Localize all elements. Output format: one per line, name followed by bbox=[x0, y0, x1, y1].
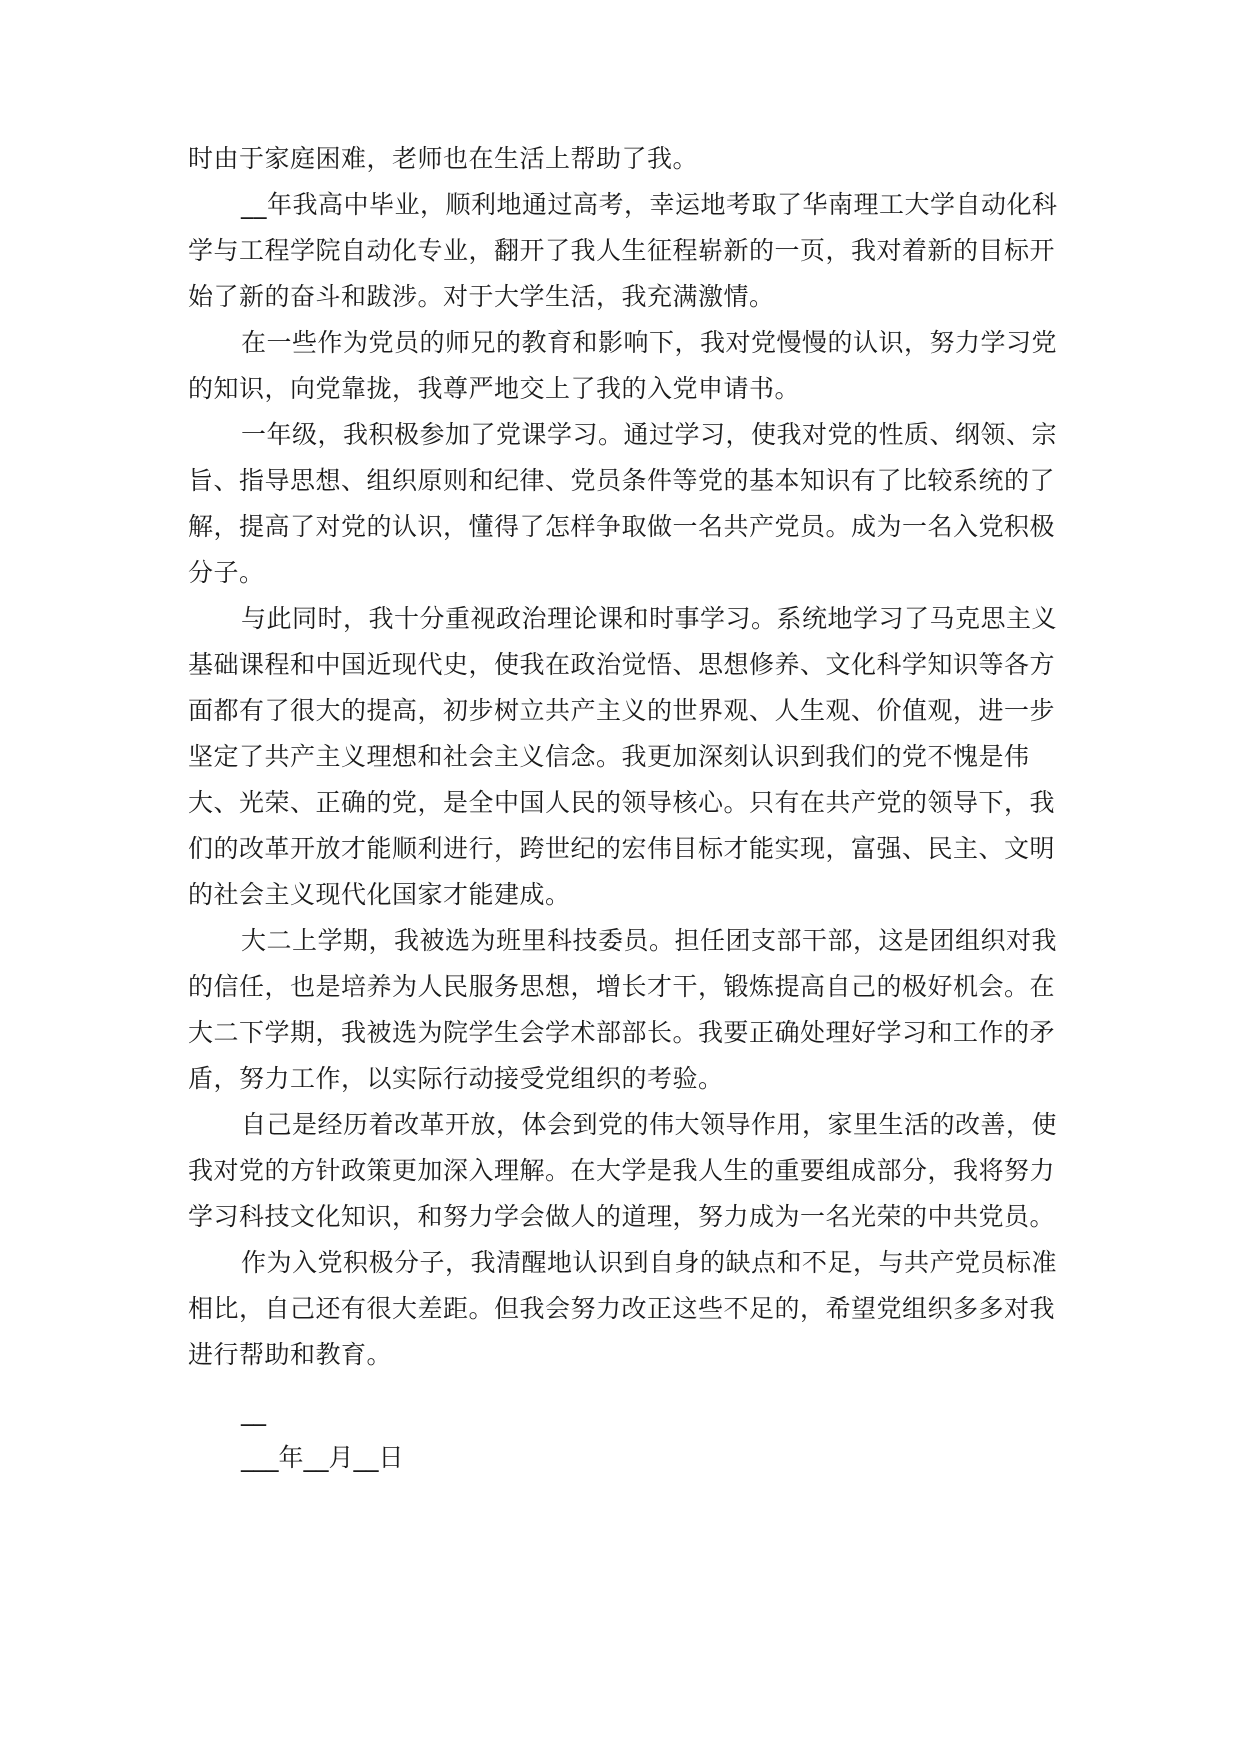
paragraph-line: 的知识，向党靠拢，我尊严地交上了我的入党申请书。 bbox=[188, 374, 801, 403]
paragraph-line: 作为入党积极分子，我清醒地认识到自身的缺点和不足，与共产党员标准 bbox=[241, 1248, 1058, 1277]
paragraph-line: 学习科技文化知识，和努力学会做人的道理，努力成为一名光荣的中共党员。 bbox=[188, 1202, 1056, 1231]
paragraph-line: 基础课程和中国近现代史，使我在政治觉悟、思想修养、文化科学知识等各方 bbox=[188, 650, 1056, 679]
paragraph-line: 盾，努力工作，以实际行动接受党组织的考验。 bbox=[188, 1064, 724, 1093]
paragraph-line: 时由于家庭困难，老师也在生活上帮助了我。 bbox=[188, 144, 699, 173]
paragraph-line: 大、光荣、正确的党，是全中国人民的领导核心。只有在共产党的领导下，我 bbox=[188, 788, 1056, 817]
paragraph-line: 在一些作为党员的师兄的教育和影响下，我对党慢慢的认识，努力学习党 bbox=[241, 328, 1058, 357]
paragraph-line: 始了新的奋斗和跋涉。对于大学生活，我充满激情。 bbox=[188, 282, 775, 311]
paragraph-line: 们的改革开放才能顺利进行，跨世纪的宏伟目标才能实现，富强、民主、文明 bbox=[188, 834, 1056, 863]
paragraph-line: 旨、指导思想、组织原则和纪律、党员条件等党的基本知识有了比较系统的了 bbox=[188, 466, 1056, 495]
paragraph-line: 学与工程学院自动化专业，翻开了我人生征程崭新的一页，我对着新的目标开 bbox=[188, 236, 1056, 265]
signature-name-blank: __ bbox=[241, 1397, 266, 1426]
paragraph-line: 分子。 bbox=[188, 558, 265, 587]
paragraph-line: 大二上学期，我被选为班里科技委员。担任团支部干部，这是团组织对我 bbox=[241, 926, 1058, 955]
paragraph-line: 我对党的方针政策更加深入理解。在大学是我人生的重要组成部分，我将努力 bbox=[188, 1156, 1056, 1185]
paragraph-line: 相比，自己还有很大差距。但我会努力改正这些不足的，希望党组织多多对我 bbox=[188, 1294, 1056, 1323]
paragraph-line: 自己是经历着改革开放，体会到党的伟大领导作用，家里生活的改善，使 bbox=[241, 1110, 1058, 1139]
paragraph-line: 进行帮助和教育。 bbox=[188, 1340, 393, 1369]
paragraph-line: 坚定了共产主义理想和社会主义信念。我更加深刻认识到我们的党不愧是伟 bbox=[188, 742, 1030, 771]
paragraph-line: 与此同时，我十分重视政治理论课和时事学习。系统地学习了马克思主义 bbox=[241, 604, 1058, 633]
paragraph-line: __年我高中毕业，顺利地通过高考，幸运地考取了华南理工大学自动化科 bbox=[241, 190, 1058, 219]
paragraph-line: 的信任，也是培养为人民服务思想，增长才干，锻炼提高自己的极好机会。在 bbox=[188, 972, 1056, 1001]
paragraph-line: 解，提高了对党的认识，懂得了怎样争取做一名共产党员。成为一名入党积极 bbox=[188, 512, 1056, 541]
signature-date: ___年__月__日 bbox=[241, 1443, 404, 1472]
paragraph-line: 大二下学期，我被选为院学生会学术部部长。我要正确处理好学习和工作的矛 bbox=[188, 1018, 1056, 1047]
paragraph-line: 面都有了很大的提高，初步树立共产主义的世界观、人生观、价值观，进一步 bbox=[188, 696, 1056, 725]
paragraph-line: 的社会主义现代化国家才能建成。 bbox=[188, 880, 571, 909]
paragraph-line: 一年级，我积极参加了党课学习。通过学习，使我对党的性质、纲领、宗 bbox=[241, 420, 1058, 449]
